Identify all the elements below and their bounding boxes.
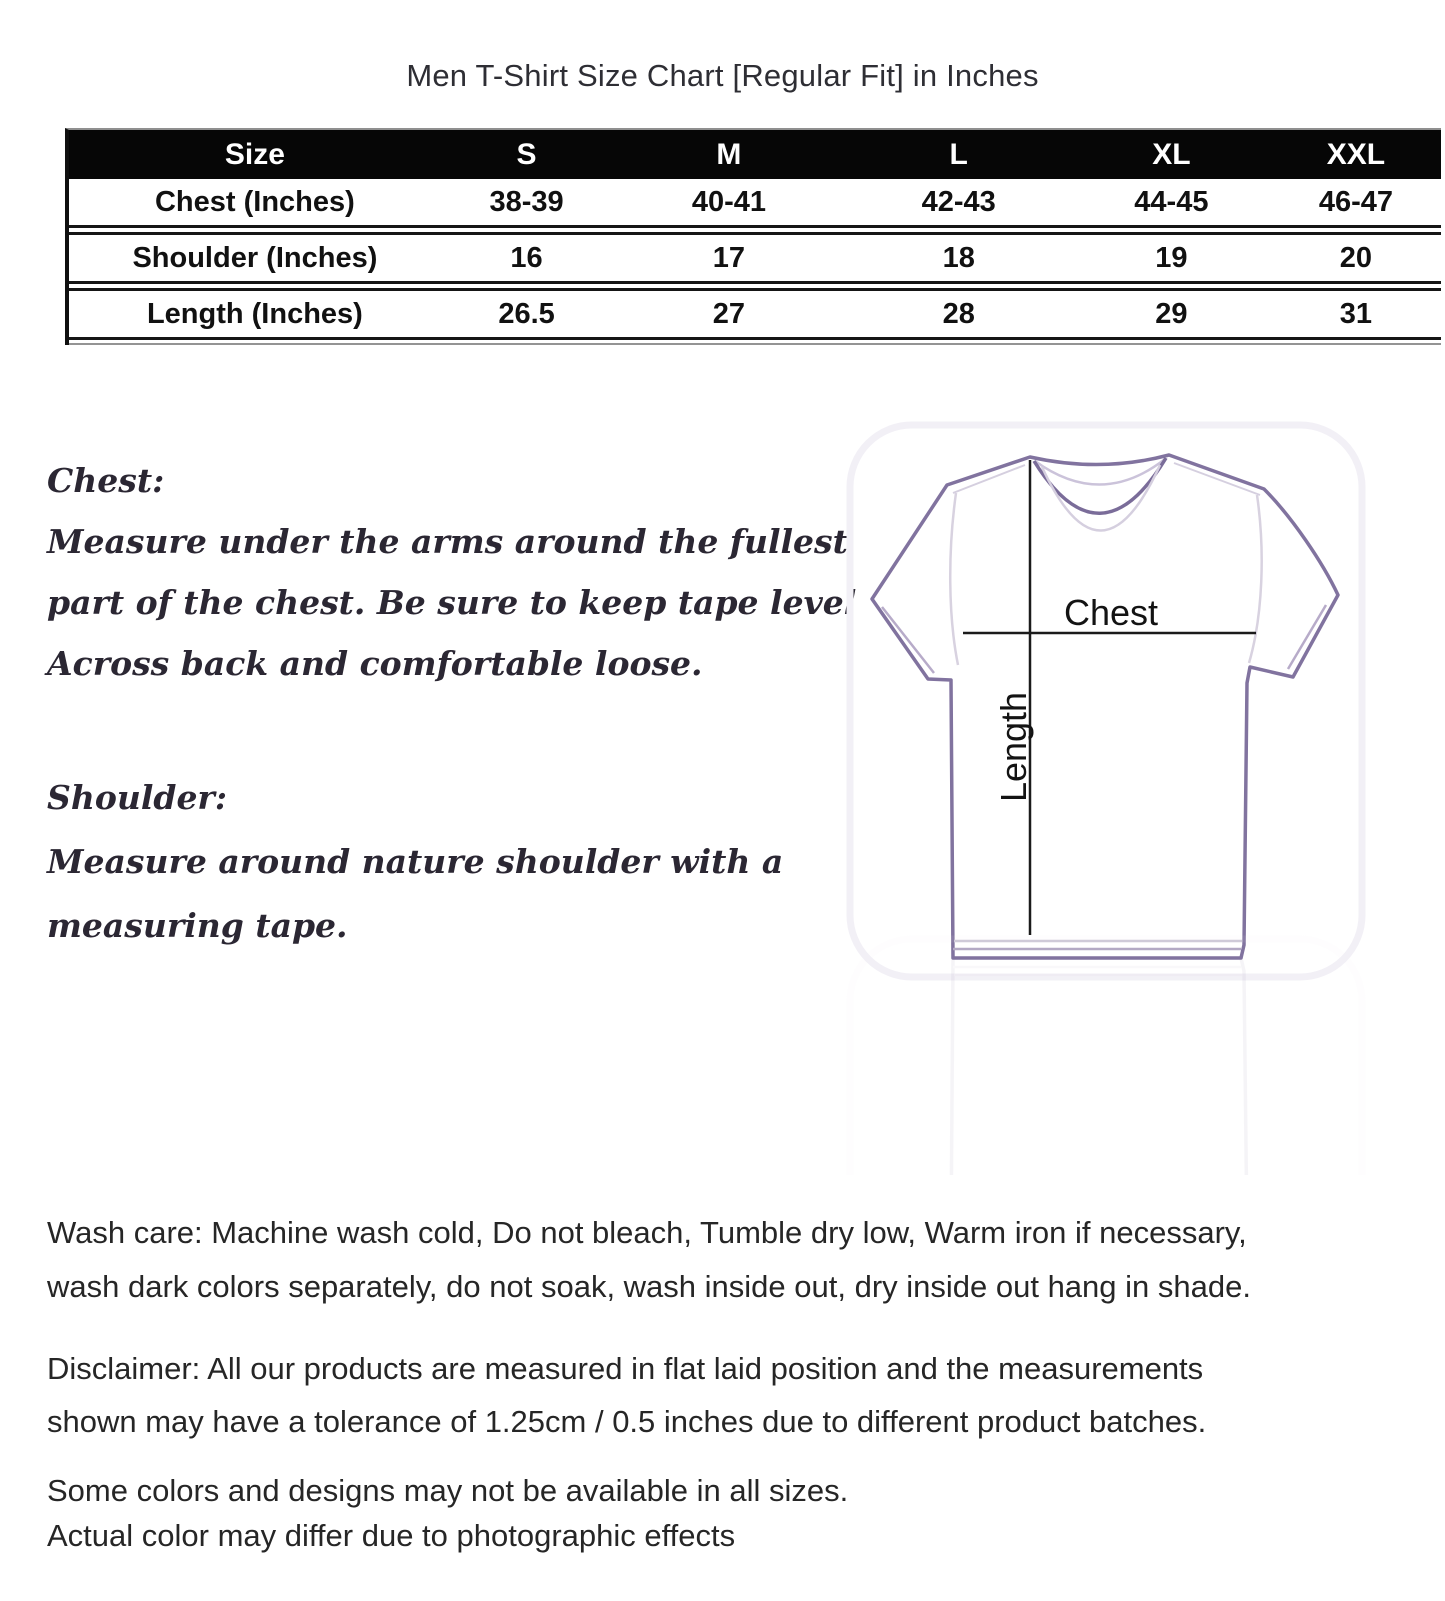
color-note-line: Actual color may differ due to photographic effects — [47, 1518, 736, 1553]
size-value: 40-41 — [691, 185, 766, 218]
table-row-shoulder — [69, 232, 1441, 284]
size-value: 19 — [1155, 241, 1188, 274]
size-value: 28 — [942, 297, 975, 330]
shoulder-note-line: measuring tape. — [47, 906, 348, 945]
chest-note-line: Measure under the arms around the fullest — [47, 522, 848, 561]
tshirt-shape — [850, 425, 1362, 977]
chest-note-line: Across back and comfortable loose. — [47, 644, 703, 683]
size-value: 17 — [712, 241, 746, 274]
disclaimer-note — [47, 1342, 1206, 1448]
size-value: 31 — [1339, 297, 1373, 330]
header-cell-m: M — [716, 137, 742, 171]
chest-note-heading: Chest: — [47, 461, 165, 500]
size-value: 42-43 — [921, 185, 996, 218]
row-label: Shoulder (Inches) — [132, 241, 378, 274]
chest-label: Chest — [1064, 592, 1159, 633]
shoulder-measure-note — [47, 766, 783, 958]
disclaimer-line: shown may have a tolerance of 1.25cm / 0.5 inches due to different product batches. — [47, 1404, 1207, 1439]
row-label: Chest (Inches) — [154, 185, 355, 218]
wash-care-note — [47, 1206, 1251, 1314]
table-row-chest — [69, 179, 1441, 228]
size-value: 38-39 — [489, 185, 564, 218]
size-value: 44-45 — [1134, 185, 1209, 218]
availability-line: Some colors and designs may not be available in all sizes. — [47, 1473, 849, 1508]
shoulder-note-line: Measure around nature shoulder with a — [47, 842, 784, 881]
page-title: Men T-Shirt Size Chart [Regular Fit] in Inches — [406, 58, 1039, 93]
table-row-length — [69, 288, 1441, 340]
chest-note-line: part of the chest. Be sure to keep tape level — [47, 583, 857, 622]
wash-care-line: Wash care: Machine wash cold, Do not bleach, Tumble dry low, Warm iron if necessary, — [47, 1215, 1247, 1250]
size-value: 26.5 — [498, 297, 555, 330]
shoulder-note-heading: Shoulder: — [47, 778, 228, 817]
size-value: 18 — [942, 241, 975, 274]
header-cell-xl: XL — [1152, 137, 1191, 171]
header-cell-l: L — [949, 137, 968, 171]
wash-care-line: wash dark colors separately, do not soak, wash inside out, dry inside out hang in shade. — [47, 1269, 1251, 1304]
header-cell-size: Size — [224, 137, 285, 171]
availability-note — [47, 1468, 848, 1558]
size-value: 20 — [1339, 241, 1373, 274]
tshirt-diagram — [820, 415, 1380, 1175]
chest-measure-note — [47, 450, 856, 694]
size-value: 46-47 — [1318, 185, 1393, 218]
size-value: 16 — [510, 241, 543, 274]
row-label: Length (Inches) — [146, 297, 363, 330]
header-cell-xxl: XXL — [1326, 137, 1386, 171]
length-label: Length — [993, 691, 1034, 803]
disclaimer-line: Disclaimer: All our products are measured in flat laid position and the measurements — [47, 1351, 1204, 1386]
header-cell-s: S — [516, 137, 537, 171]
size-value: 27 — [712, 297, 746, 330]
size-table-header-row — [69, 130, 1441, 179]
size-table — [65, 128, 1441, 345]
size-value: 29 — [1155, 297, 1188, 330]
